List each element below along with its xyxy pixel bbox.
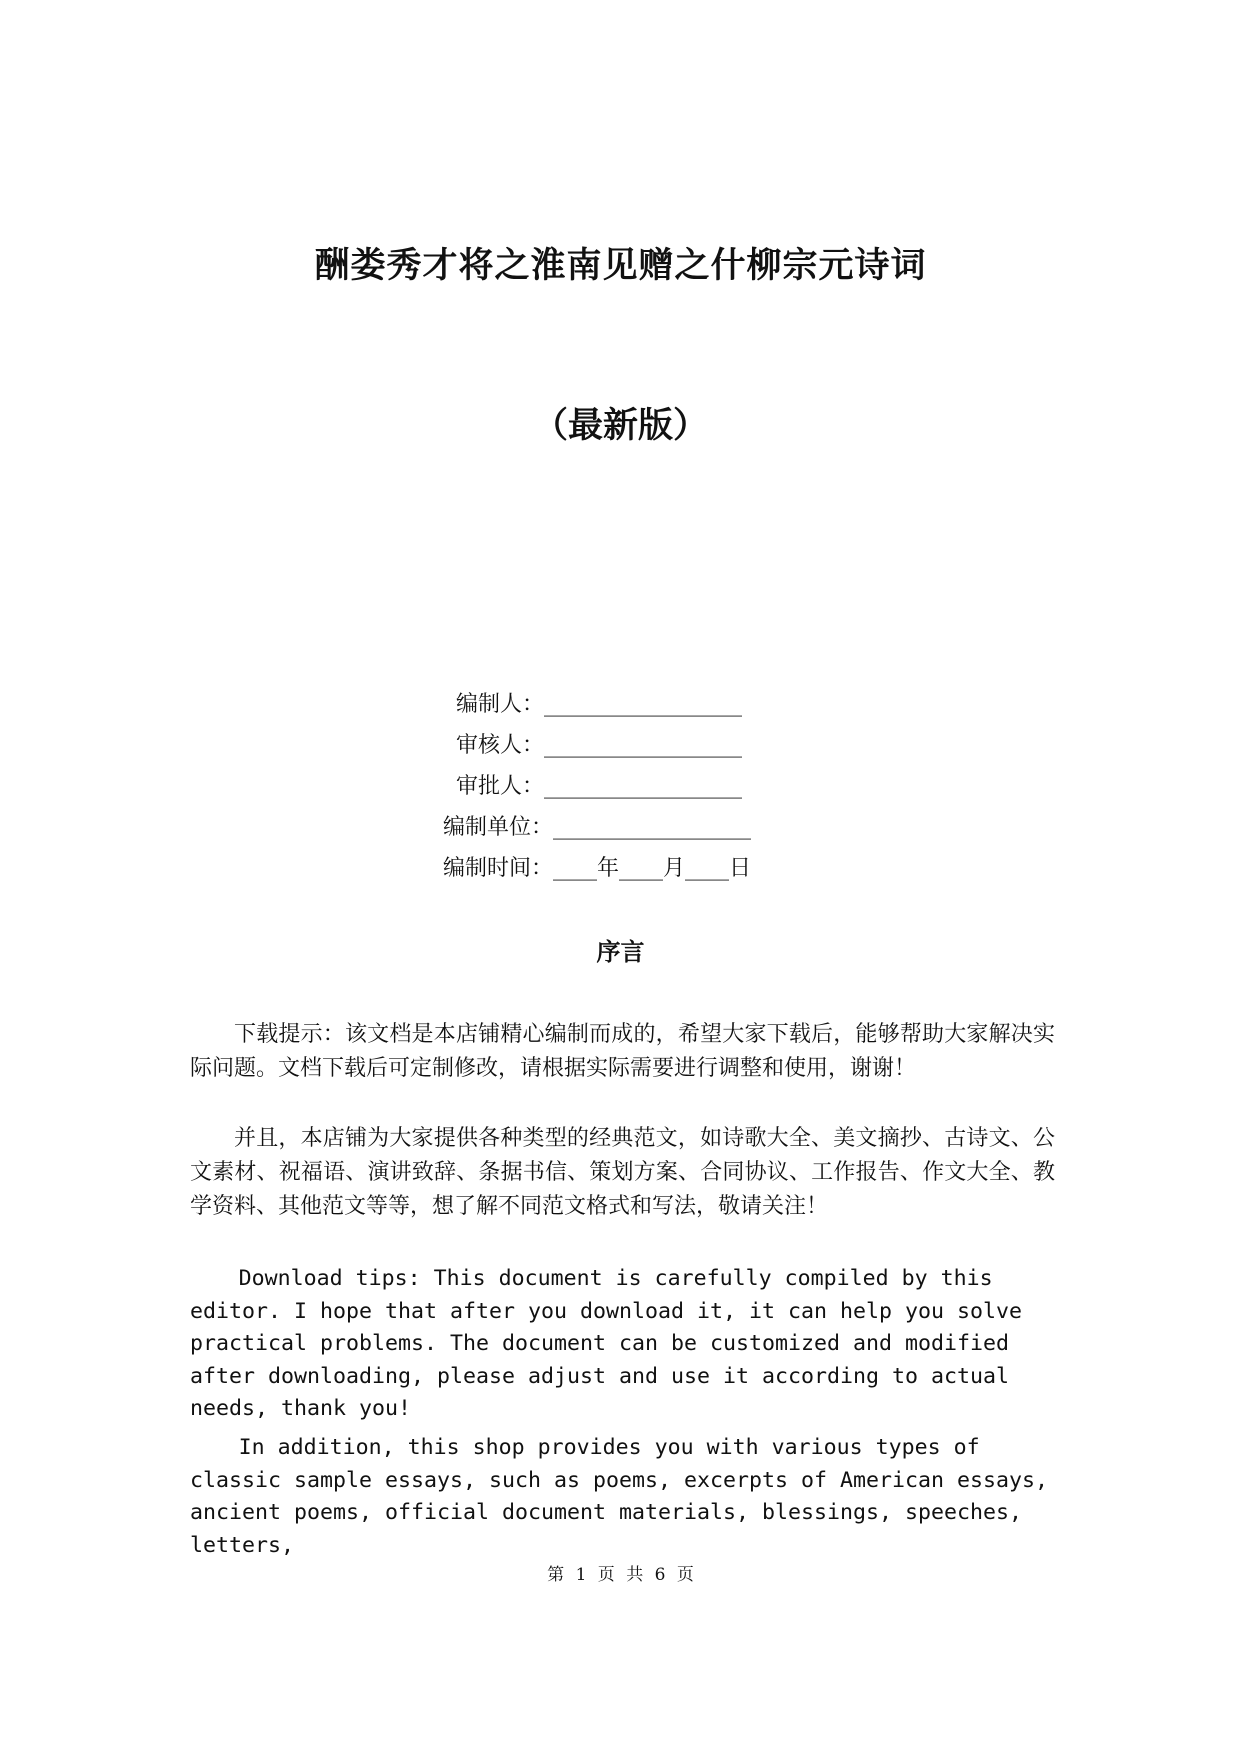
form-row-approver	[0, 766, 1241, 807]
form-row-unit	[0, 807, 1241, 848]
form-date-blank: ____年____月____日	[553, 856, 752, 881]
form-blank: __________________	[544, 692, 743, 717]
form-label: 编制人：	[456, 692, 545, 717]
paragraph-text: 下载提示：该文档是本店铺精心编制而成的，希望大家下载后，能够帮助大家解决实际问题。文档下载后可定制修改，请根据实际需要进行调整和使用，谢谢！	[190, 1022, 1055, 1081]
form-label: 审批人：	[456, 774, 545, 799]
form-blank: __________________	[544, 774, 743, 799]
approval-form	[0, 684, 1241, 889]
preface-paragraph-zh-2	[190, 1122, 1055, 1230]
form-row-date	[0, 848, 1241, 889]
form-blank: __________________	[553, 815, 752, 840]
preface-paragraph-zh-1	[190, 1018, 1055, 1092]
paragraph-text: In addition, this shop provides you with various types of classic sample essays, such as poems, excerpts of American essays, ancient poems, official document materials, blessings, speeches, letters,	[190, 1435, 1062, 1558]
preface-heading: 序言	[596, 937, 645, 966]
preface-paragraph-en-1	[190, 1263, 1070, 1436]
form-label: 审核人：	[456, 733, 545, 758]
paragraph-text: Download tips: This document is carefully compiled by this editor. I hope that after you download it, it can help you solve practical problems. The document can be customized and modified after downloading, please adjust and use it according to actual needs, thank you!	[190, 1266, 1036, 1421]
preface-paragraph-en-2	[190, 1432, 1070, 1572]
document-subtitle: （最新版）	[532, 405, 708, 446]
document-title: 酬娄秀才将之淮南见赠之什柳宗元诗词	[314, 245, 927, 286]
form-label: 编制单位：	[443, 815, 554, 840]
form-row-editor	[0, 684, 1241, 725]
form-row-reviewer	[0, 725, 1241, 766]
paragraph-text: 并且，本店铺为大家提供各种类型的经典范文，如诗歌大全、美文摘抄、古诗文、公文素材、祝福语、演讲致辞、条据书信、策划方案、合同协议、工作报告、作文大全、教学资料、其他范文等等，想了解不同范文格式和写法，敬请关注！	[190, 1126, 1055, 1219]
page-footer: 第 1 页 共 6 页	[547, 1565, 694, 1585]
form-blank: __________________	[544, 733, 743, 758]
form-label: 编制时间：	[443, 856, 554, 881]
